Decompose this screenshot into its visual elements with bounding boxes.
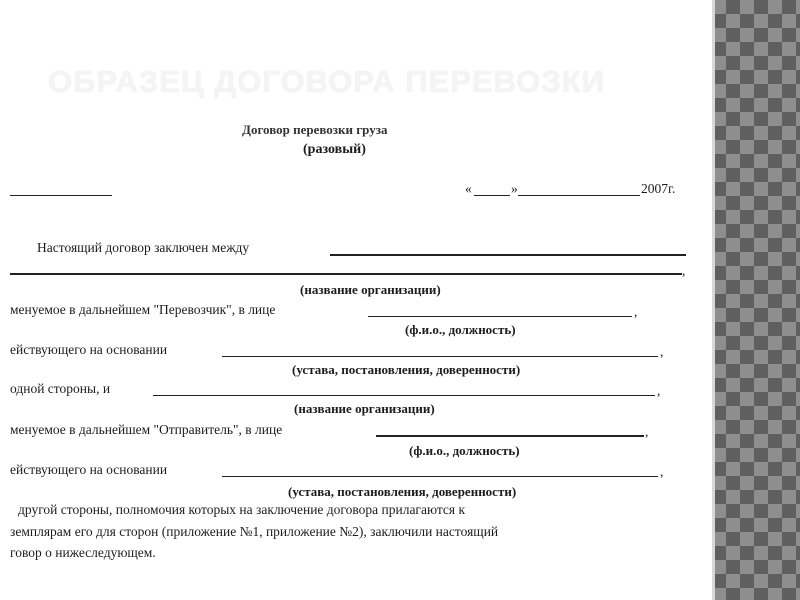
place-blank-line [10, 195, 112, 196]
other-party-text: одной стороны, и [10, 381, 111, 396]
party2-blank-line [153, 395, 655, 396]
paragraph-line-1: другой стороны, полномочия которых на заключение договора прилагаются к [18, 502, 466, 517]
paragraph-line-2: земплярам его для сторон (приложение №1, приложение №2), заключили настоящий [10, 524, 499, 539]
comma: , [660, 464, 664, 479]
date-close-quote: » [511, 181, 518, 196]
paragraph-line-3: говор о нижеследующем. [10, 545, 156, 560]
watermark-title: ОБРАЗЕЦ ДОГОВОРА ПЕРЕВОЗКИ [48, 64, 605, 99]
caption-organization-1: (название организации) [300, 282, 441, 297]
sender-rep-blank-line [376, 435, 644, 437]
caption-person-1: (ф.и.о., должность) [405, 322, 516, 337]
comma: , [660, 344, 664, 359]
comma: , [657, 383, 661, 398]
caption-basis-1: (устава, постановления, доверенности) [292, 362, 521, 377]
decorative-side-pattern [712, 0, 800, 600]
comma: , [634, 304, 638, 319]
date-year: 2007г. [641, 181, 676, 196]
sender-text: менуемое в дальнейшем "Отправитель", в лице [10, 422, 283, 437]
comma: , [645, 424, 649, 439]
basis-2-text: ействующего на основании [10, 462, 168, 477]
basis-1-blank-line [222, 356, 658, 357]
caption-basis-2: (устава, постановления, доверенности) [288, 484, 517, 499]
basis-1-text: ействующего на основании [10, 342, 168, 357]
month-blank-line [518, 195, 640, 196]
comma: , [682, 263, 686, 278]
day-blank-line [474, 195, 510, 196]
party1-continuation-line [10, 273, 682, 275]
carrier-rep-blank-line [368, 316, 632, 317]
caption-person-2: (ф.и.о., должность) [409, 443, 520, 458]
document-heading: Договор перевозки груза [242, 122, 388, 137]
party1-blank-line [330, 254, 686, 256]
caption-organization-2: (название организации) [294, 401, 435, 416]
date-open-quote: « [465, 181, 472, 196]
contract-intro-text: Настоящий договор заключен между [37, 240, 250, 255]
carrier-text: менуемое в дальнейшем "Перевозчик", в лице [10, 302, 276, 317]
document-subheading: (разовый) [303, 142, 366, 157]
basis-2-blank-line [222, 476, 658, 477]
